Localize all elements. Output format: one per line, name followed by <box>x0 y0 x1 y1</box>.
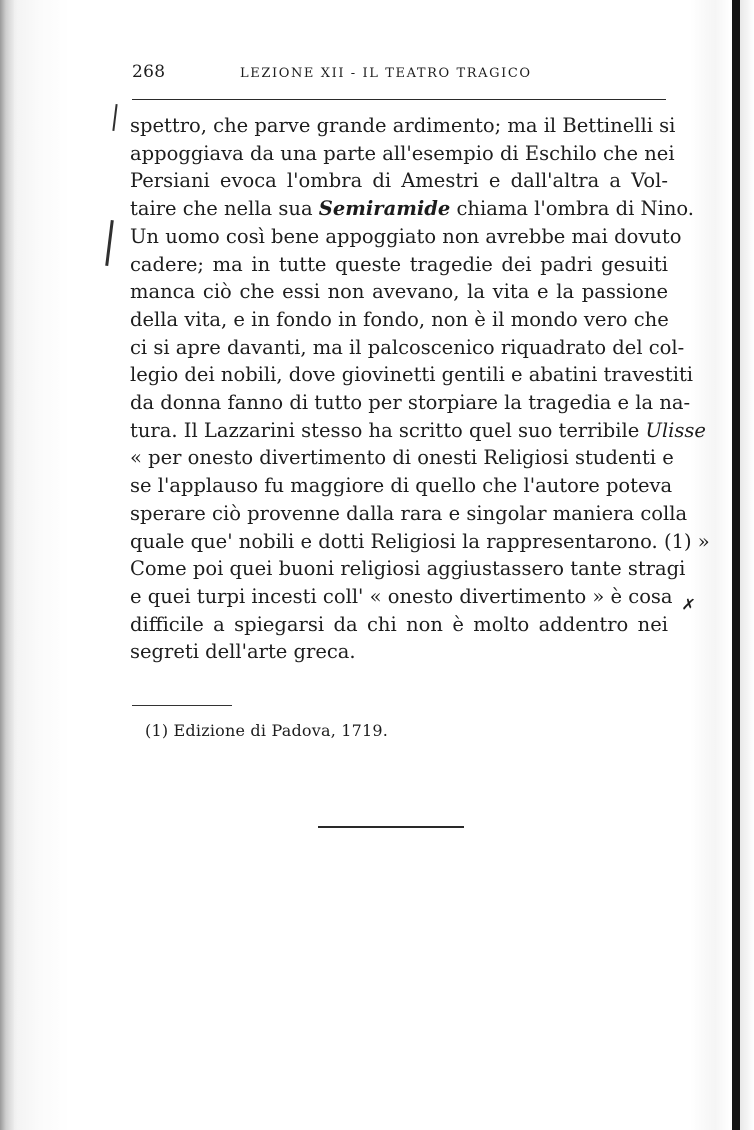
text-fragment: chiama l'ombra di Nino. <box>456 197 695 221</box>
chapter-end-rule <box>318 826 464 828</box>
text-line: spettro, che parve grande ardimento; ma il Bettinelli si <box>130 114 676 137</box>
text-line: della vita, e in fondo in fondo, non è il mondo vero che <box>130 307 669 331</box>
left-page-edge <box>0 0 14 1130</box>
text-line: ci si apre davanti, ma il palcoscenico riquadrato del col- <box>130 335 685 359</box>
footnote: (1) Edizione di Padova, 1719. <box>145 721 389 740</box>
text-line: Un uomo così bene appoggiato non avrebbe mai dovuto <box>130 224 682 248</box>
body-text <box>130 112 710 666</box>
text-line: cadere; ma in tutte queste tragedie dei padri gesuiti <box>130 252 668 276</box>
margin-pencil-mark <box>105 220 114 266</box>
text-line: e quei turpi incesti coll' « onesto divertimento » è cosa <box>130 584 673 608</box>
text-line: se l'applauso fu maggiore di quello che l'autore poteva <box>130 474 673 498</box>
text-line: Persiani evoca l'ombra di Amestri e dall'altra a Vol- <box>130 169 668 193</box>
right-page-edge <box>732 0 740 1130</box>
text-line: appoggiava da una parte all'esempio di Eschilo che nei <box>130 141 675 165</box>
page-number: 268 <box>132 62 166 82</box>
work-title: Ulisse <box>645 418 706 442</box>
text-line: legio dei nobili, dove giovinetti gentili e abatini travestiti <box>130 363 694 387</box>
header-rule <box>132 99 666 100</box>
text-line: segreti dell'arte greca. <box>130 640 356 664</box>
text-line: Come poi quei buoni religiosi aggiustassero tante stragi <box>130 557 686 581</box>
right-page-margin <box>740 0 754 1130</box>
text-line: difficile a spiegarsi da chi non è molto addentro nei <box>130 612 668 636</box>
footnote-rule <box>132 705 232 706</box>
text-line: da donna fanno di tutto per storpiare la tragedia e la na- <box>130 391 691 415</box>
text-line: manca ciò che essi non avevano, la vita e la passione <box>130 280 668 304</box>
text-line <box>130 417 706 445</box>
text-line <box>130 195 695 223</box>
text-fragment: taire che nella sua <box>130 197 313 221</box>
margin-pencil-mark <box>112 104 117 131</box>
page-header <box>132 62 668 92</box>
text-line: « per onesto divertimento di onesti Religiosi studenti e <box>130 446 674 470</box>
running-title: LEZIONE XII - IL TEATRO TRAGICO <box>240 66 532 81</box>
text-line: quale que' nobili e dotti Religiosi la rappresentarono. (1) » <box>130 529 710 553</box>
margin-annotation-mark: ✗ <box>680 594 697 615</box>
work-title: Semiramide <box>318 197 451 221</box>
text-fragment: tura. Il Lazzarini stesso ha scritto quel suo terribile <box>130 418 640 442</box>
text-line: sperare ciò provenne dalla rara e singolar maniera colla <box>130 501 688 525</box>
